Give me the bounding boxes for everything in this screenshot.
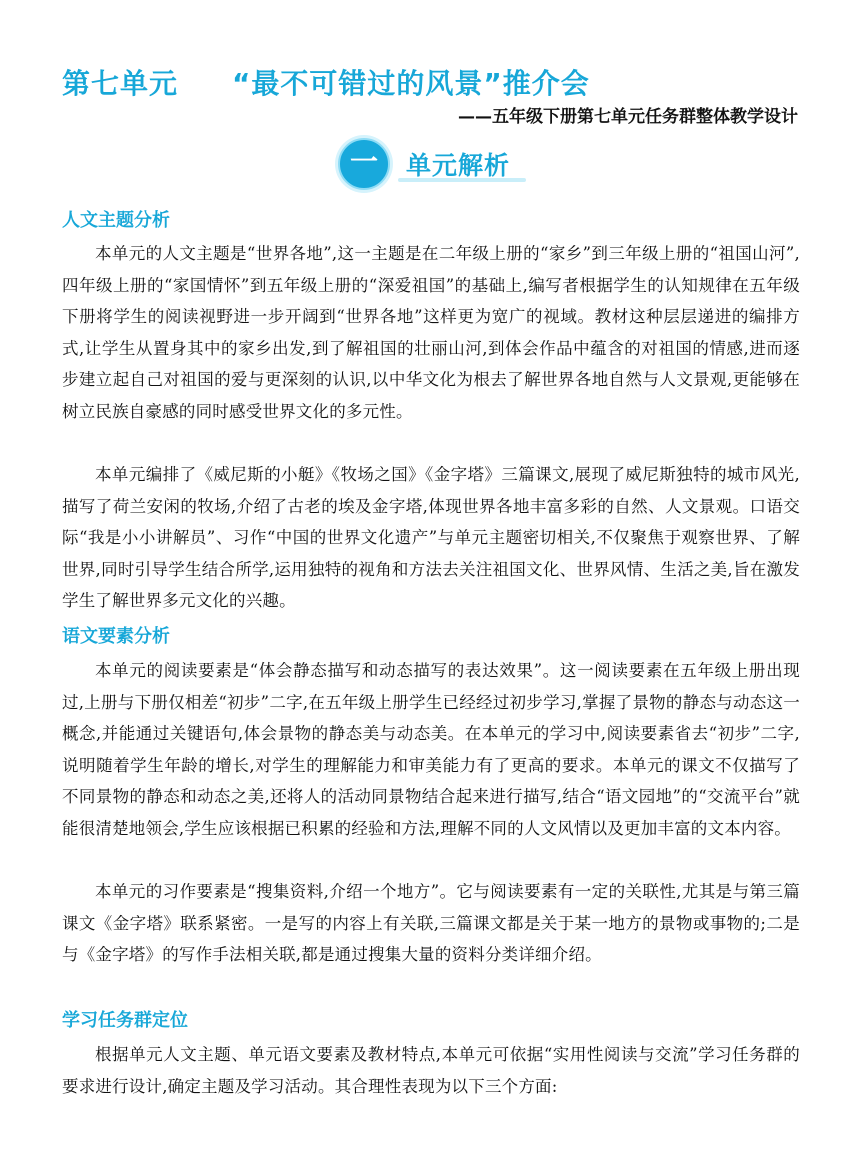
page-subtitle: ——五年级下册第七单元任务群整体教学设计 (458, 107, 798, 127)
badge-label: 单元解析 (406, 151, 511, 180)
page-title: “最不可错过的风景”推介会 (232, 67, 590, 100)
badge-number: 一 (349, 145, 378, 178)
paragraph: 本单元的阅读要素是“体会静态描写和动态描写的表达效果”。这一阅读要素在五年级上册出现过,上册与下册仅相差“初步”二字,在五年级上册学生已经经过初步学习,掌握了景物的静态与动态这一概念,并能通过关键语句,体会景物的静态美与动态美。在本单元的学习中,阅读要素省去“初步”二字,说明随着学生年龄的增长,对学生的理解能力和审美能力有了更高的要求。本单元的课文不仅描写了不同景物的静态和动态之美,还将人的活动同景物结合起来进行描写,结合“语文园地”的“交流平台”就能很清楚地领会,学生应该根据已积累的经验和方法,理解不同的人文风情以及更加丰富的文本内容。 (62, 661, 800, 838)
paragraph: 本单元的习作要素是“搜集资料,介绍一个地方”。它与阅读要素有一定的关联性,尤其是与第三篇课文《金字塔》联系紧密。一是写的内容上有关联,三篇课文都是关于某一地方的景物或事物的;二是与《金字塔》的写作手法相关联,都是通过搜集大量的资料分类详细介绍。 (62, 882, 800, 964)
paragraph: 本单元的人文主题是“世界各地”,这一主题是在二年级上册的“家乡”到三年级上册的“祖国山河”,四年级上册的“家国情怀”到五年级上册的“深爱祖国”的基础上,编写者根据学生的认知规律在五年级下册将学生的阅读视野进一步开阔到“世界各地”这样更为宽广的视域。教材这种层层递进的编排方式,让学生从置身其中的家乡出发,到了解祖国的壮丽山河,到体会作品中蕴含的对祖国的情感,进而逐步建立起自己对祖国的爱与更深刻的认识,以中华文化为根去了解世界各地自然与人文景观,更能够在树立民族自豪感的同时感受世界文化的多元性。 (62, 244, 800, 421)
paragraph: 本单元编排了《威尼斯的小艇》《牧场之国》《金字塔》三篇课文,展现了威尼斯独特的城市风光,描写了荷兰安闲的牧场,介绍了古老的埃及金字塔,体现世界各地丰富多彩的自然、人文景观。口语交际“我是小小讲解员”、习作“中国的世界文化遗产”与单元主题密切相关,不仅聚焦于观察世界、了解世界,同时引导学生结合所学,运用独特的视角和方法去关注祖国文化、世界风情、生活之美,旨在激发学生了解世界多元文化的兴趣。 (62, 465, 800, 610)
section-heading-task-group: 学习任务群定位 (62, 1010, 188, 1031)
unit-label: 第七单元 (62, 67, 179, 100)
section-heading-language-elements: 语文要素分析 (62, 626, 170, 647)
paragraph: 根据单元人文主题、单元语文要素及教材特点,本单元可依据“实用性阅读与交流”学习任务群的要求进行设计,确定主题及学习活动。其合理性表现为以下三个方面: (62, 1045, 800, 1096)
section-badge (338, 138, 528, 188)
section-heading-humanities: 人文主题分析 (62, 210, 170, 231)
